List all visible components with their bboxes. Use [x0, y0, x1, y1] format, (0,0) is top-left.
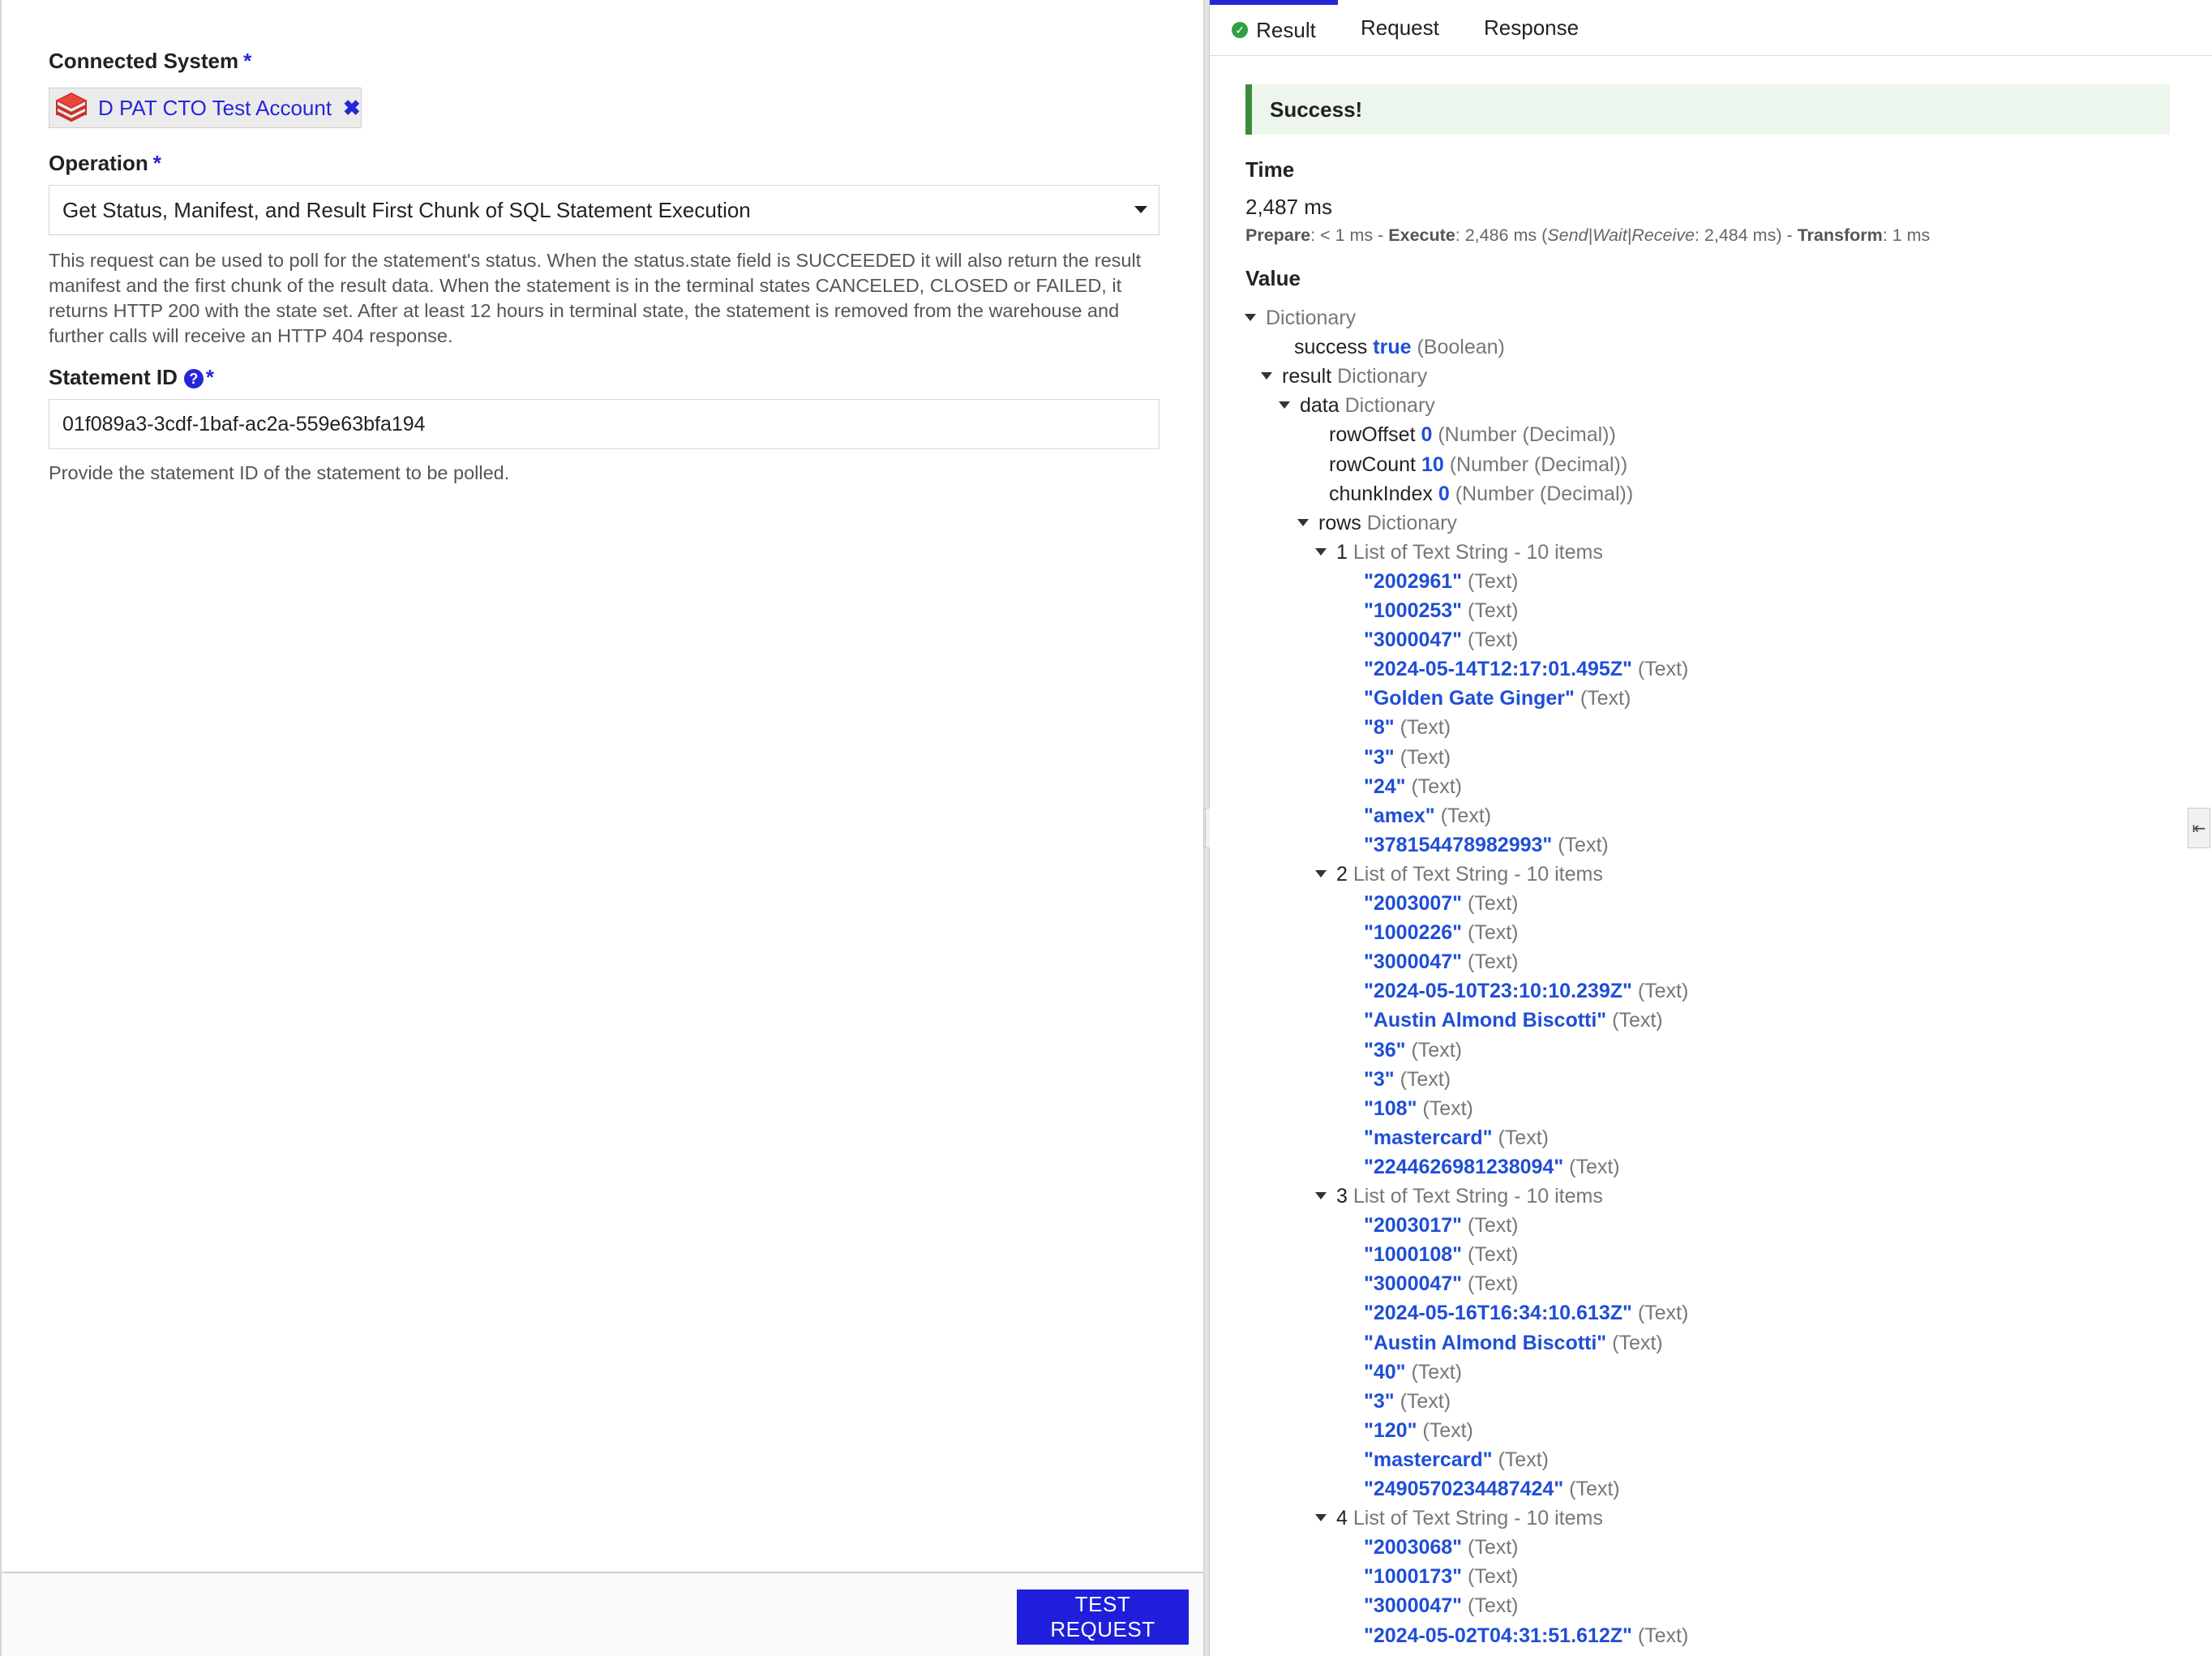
tree-type: (Text)	[1422, 1418, 1473, 1442]
tree-type: (Number (Decimal))	[1455, 482, 1634, 505]
statement-id-description: Provide the statement ID of the statement to be polled.	[49, 462, 510, 483]
success-banner: Success!	[1245, 84, 2170, 135]
tree-key: data	[1300, 394, 1340, 418]
tree-leaf	[1364, 684, 1631, 713]
statement-id-label	[49, 365, 214, 390]
tree-value: "3000047"	[1364, 1594, 1463, 1618]
tree-node-toggle[interactable]	[1297, 508, 1457, 538]
tree-node-toggle[interactable]	[1315, 860, 1603, 889]
tree-leaf	[1364, 830, 1609, 860]
tree-type: (Text)	[1400, 1067, 1451, 1091]
tree-type: (Text)	[1558, 833, 1609, 856]
tree-key: rowCount	[1329, 453, 1416, 476]
tree-leaf	[1364, 1211, 1519, 1240]
remove-icon[interactable]: ✖	[343, 95, 361, 120]
tree-key: 3	[1336, 1185, 1348, 1208]
tree-key: success	[1294, 336, 1368, 359]
tree-value: 10	[1421, 453, 1444, 476]
tree-value: "2490570234487424"	[1364, 1478, 1564, 1500]
tree-leaf	[1364, 1562, 1519, 1591]
tree-type: (Text)	[1400, 1389, 1451, 1413]
tree-node-toggle[interactable]	[1279, 391, 1435, 420]
tree-toggle-icon[interactable]	[1245, 314, 1256, 321]
tree-leaf	[1364, 918, 1519, 947]
tree-value: "2024-05-02T04:31:51.612Z"	[1364, 1624, 1632, 1647]
connected-system-label	[49, 49, 251, 74]
tree-value: "3"	[1364, 1067, 1395, 1091]
tree-value: "2002961"	[1364, 569, 1463, 593]
tree-toggle-icon[interactable]	[1315, 548, 1327, 556]
tree-type: (Text)	[1468, 892, 1519, 915]
tree-type: (Text)	[1411, 1038, 1462, 1062]
tree-leaf	[1364, 1065, 1451, 1094]
tree-leaf	[1364, 1269, 1519, 1298]
tree-toggle-icon[interactable]	[1297, 519, 1309, 526]
operation-dropdown[interactable]	[49, 185, 1160, 235]
tree-leaf	[1364, 772, 1462, 801]
tree-leaf	[1364, 1298, 1688, 1328]
operation-label	[49, 151, 161, 176]
tree-leaf	[1364, 596, 1519, 625]
tree-node-toggle[interactable]	[1315, 1182, 1603, 1211]
tab-result[interactable]	[1210, 0, 1338, 55]
tree-value: "3000047"	[1364, 950, 1463, 974]
tree-node-toggle[interactable]	[1315, 538, 1603, 567]
tree-leaf	[1364, 976, 1688, 1006]
connected-system-chip[interactable]	[49, 88, 362, 128]
tree-leaf	[1364, 1006, 1663, 1035]
tree-value: "mastercard"	[1364, 1126, 1493, 1149]
success-check-icon: ✓	[1232, 22, 1248, 38]
tree-type: List of Text String - 10 items	[1352, 1185, 1603, 1208]
tree-type: (Text)	[1468, 629, 1519, 652]
tree-value: "3000047"	[1364, 629, 1463, 652]
tree-node-toggle[interactable]	[1261, 362, 1427, 391]
tree-type: (Text)	[1569, 1155, 1620, 1178]
tree-key: 4	[1336, 1507, 1348, 1530]
tree-toggle-icon[interactable]	[1279, 401, 1290, 409]
tree-value: "1000173"	[1364, 1565, 1463, 1589]
result-tabs	[1210, 0, 2212, 56]
tree-toggle-icon[interactable]	[1315, 1192, 1327, 1199]
tab-response[interactable]: Response	[1484, 15, 1580, 40]
tree-value: "Austin Almond Biscotti"	[1364, 1009, 1607, 1032]
tree-leaf	[1364, 947, 1519, 976]
tree-type: Dictionary	[1337, 365, 1428, 388]
tree-type: (Text)	[1400, 716, 1451, 740]
tree-value: "mastercard"	[1364, 1448, 1493, 1471]
tree-leaf	[1364, 801, 1491, 830]
tree-key: rowOffset	[1329, 423, 1416, 447]
tree-value: "36"	[1364, 1038, 1406, 1062]
tree-value: "1000226"	[1364, 921, 1463, 945]
tree-type: (Text)	[1422, 1096, 1473, 1120]
tree-toggle-icon[interactable]	[1261, 372, 1272, 380]
required-mark: *	[243, 49, 252, 73]
tree-value: "2003068"	[1364, 1536, 1463, 1559]
operation-description: This request can be used to poll for the statement's status. When the status.state field is SUCCEEDED it will also return the result manifest and the first chunk of the result data. When the statement is in the terminal states CANCELED, CLOSED or FAILED, it returns HTTP 200 with the state set. After at least 12 hours in terminal state, the statement is removed from the warehouse and further calls will receive an HTTP 404 response.	[49, 250, 1142, 346]
tree-leaf	[1364, 743, 1451, 772]
database-stack-icon	[51, 89, 92, 127]
tree-value: "40"	[1364, 1360, 1406, 1384]
tree-type: List of Text String - 10 items	[1352, 1507, 1603, 1530]
prepare-label: Prepare	[1245, 225, 1311, 245]
connected-system-name[interactable]: D PAT CTO Test Account	[98, 95, 332, 120]
tree-value: "378154478982993"	[1364, 833, 1553, 856]
tree-type: (Text)	[1637, 980, 1689, 1003]
tree-node-toggle[interactable]	[1315, 1504, 1603, 1533]
result-panel	[1210, 0, 2212, 1656]
execute-label: Execute	[1388, 225, 1455, 245]
collapse-panel-icon[interactable]: ⇤	[2188, 808, 2210, 848]
tree-value: "3"	[1364, 1389, 1395, 1413]
tree-type: List of Text String - 10 items	[1352, 540, 1603, 564]
tree-leaf	[1364, 1533, 1519, 1562]
tree-leaf	[1364, 713, 1451, 742]
tree-type: (Number (Decimal))	[1449, 453, 1628, 476]
dropdown-caret-icon	[1134, 206, 1147, 213]
time-heading: Time	[1245, 157, 1295, 182]
required-mark: *	[205, 365, 215, 389]
tree-toggle-icon[interactable]	[1315, 870, 1327, 877]
tree-type: List of Text String - 10 items	[1352, 862, 1603, 886]
tree-value: 0	[1438, 482, 1450, 505]
tree-leaf	[1364, 1358, 1462, 1387]
tree-value: "24"	[1364, 774, 1406, 798]
send-wait-receive-label: Send|Wait|Receive	[1547, 225, 1695, 245]
tree-leaf	[1364, 1123, 1549, 1152]
tree-value: "2024-05-14T12:17:01.495Z"	[1364, 658, 1632, 681]
tab-result-label: Result	[1256, 17, 1316, 42]
tree-type: (Text)	[1468, 1272, 1519, 1296]
tree-key: 1	[1336, 540, 1348, 564]
tree-leaf	[1364, 1621, 1688, 1650]
tree-value: "1000253"	[1364, 599, 1463, 622]
tree-value: "1000108"	[1364, 1243, 1463, 1267]
tree-type: (Text)	[1468, 1594, 1519, 1618]
operation-label-text: Operation	[49, 151, 148, 175]
tree-leaf	[1364, 1416, 1473, 1445]
tree-type: Dictionary	[1366, 511, 1457, 534]
tree-leaf	[1364, 1328, 1663, 1358]
tree-value: "2003017"	[1364, 1214, 1463, 1238]
tree-value: true	[1373, 336, 1412, 359]
tree-type: (Text)	[1468, 1243, 1519, 1267]
tree-type: (Text)	[1468, 1536, 1519, 1559]
tree-type: (Text)	[1637, 1302, 1689, 1325]
tree-type: Dictionary	[1344, 394, 1435, 418]
tree-leaf	[1364, 654, 1688, 684]
tree-type: (Number (Decimal))	[1438, 423, 1616, 447]
operation-selected-value: Get Status, Manifest, and Result First Chunk of SQL Statement Execution	[62, 197, 751, 222]
tree-key: result	[1282, 365, 1332, 388]
value-heading: Value	[1245, 266, 1301, 290]
tree-leaf	[1329, 479, 1633, 508]
tree-type: (Text)	[1612, 1331, 1663, 1354]
tree-type: (Text)	[1411, 774, 1462, 798]
tree-value: "amex"	[1364, 804, 1435, 827]
tree-leaf	[1364, 1474, 1620, 1504]
required-mark: *	[152, 151, 161, 175]
tree-value: "108"	[1364, 1096, 1417, 1120]
tree-key: rows	[1318, 511, 1361, 534]
tree-value: 0	[1421, 423, 1433, 447]
tree-type: (Text)	[1580, 687, 1631, 710]
tree-leaf	[1294, 332, 1505, 362]
tree-leaf	[1364, 567, 1519, 596]
tree-leaf	[1329, 450, 1627, 479]
statement-id-input[interactable]	[49, 399, 1160, 449]
tree-value: "2244626981238094"	[1364, 1155, 1564, 1178]
tree-value: "Golden Gate Ginger"	[1364, 687, 1575, 710]
tree-type: (Text)	[1400, 745, 1451, 769]
connected-system-label-text: Connected System	[49, 49, 239, 73]
transform-value: : 1 ms	[1882, 225, 1931, 245]
tree-type: (Text)	[1612, 1009, 1663, 1032]
tree-value: "2024-05-10T23:10:10.239Z"	[1364, 980, 1632, 1003]
tree-type: (Text)	[1468, 599, 1519, 622]
tree-leaf	[1364, 1240, 1519, 1269]
tree-type: (Text)	[1468, 1214, 1519, 1238]
time-value: 2,487 ms	[1245, 195, 1332, 219]
tree-type: (Boolean)	[1417, 336, 1505, 359]
tree-leaf	[1364, 1094, 1473, 1123]
tree-value: "Austin Almond Biscotti"	[1364, 1331, 1607, 1354]
tree-type: (Text)	[1637, 658, 1689, 681]
tree-leaf	[1364, 625, 1519, 654]
tree-value: "2003007"	[1364, 892, 1463, 915]
transform-label: Transform	[1797, 225, 1883, 245]
tree-type: (Text)	[1569, 1478, 1620, 1500]
help-icon[interactable]: ?	[184, 369, 204, 388]
tree-value: "2024-05-16T16:34:10.613Z"	[1364, 1302, 1632, 1325]
tree-value: "3000047"	[1364, 1272, 1463, 1296]
tree-leaf	[1329, 420, 1616, 449]
tree-leaf	[1364, 1591, 1519, 1620]
tree-type: Dictionary	[1266, 307, 1357, 329]
tree-type: (Text)	[1468, 921, 1519, 945]
tree-leaf	[1364, 1445, 1549, 1474]
tree-key: chunkIndex	[1329, 482, 1433, 505]
tree-leaf	[1364, 1036, 1462, 1065]
tree-value: "3"	[1364, 745, 1395, 769]
tree-type: (Text)	[1468, 1565, 1519, 1589]
prepare-value: : < 1 ms -	[1310, 225, 1389, 245]
tree-type: (Text)	[1498, 1126, 1549, 1149]
tree-type: (Text)	[1468, 569, 1519, 593]
tree-leaf	[1364, 1387, 1451, 1416]
timing-breakdown	[1245, 225, 1930, 246]
tree-type: (Text)	[1468, 950, 1519, 974]
test-request-button[interactable]: TEST REQUEST	[1017, 1590, 1189, 1645]
tree-type: (Text)	[1440, 804, 1492, 827]
tree-node-toggle[interactable]	[1245, 303, 1356, 332]
tree-leaf	[1364, 1152, 1620, 1182]
statement-id-label-text: Statement ID	[49, 365, 178, 389]
tree-leaf	[1364, 889, 1519, 918]
tree-value: "8"	[1364, 716, 1395, 740]
tree-type: (Text)	[1411, 1360, 1462, 1384]
tree-type: (Text)	[1498, 1448, 1549, 1471]
tree-value: "120"	[1364, 1418, 1417, 1442]
tree-type: (Text)	[1637, 1624, 1689, 1647]
tree-key: 2	[1336, 862, 1348, 886]
tree-toggle-icon[interactable]	[1315, 1514, 1327, 1521]
send-wait-receive-value: : 2,484 ms) -	[1694, 225, 1798, 245]
execute-value: : 2,486 ms (	[1455, 225, 1548, 245]
tab-request[interactable]: Request	[1361, 15, 1439, 40]
